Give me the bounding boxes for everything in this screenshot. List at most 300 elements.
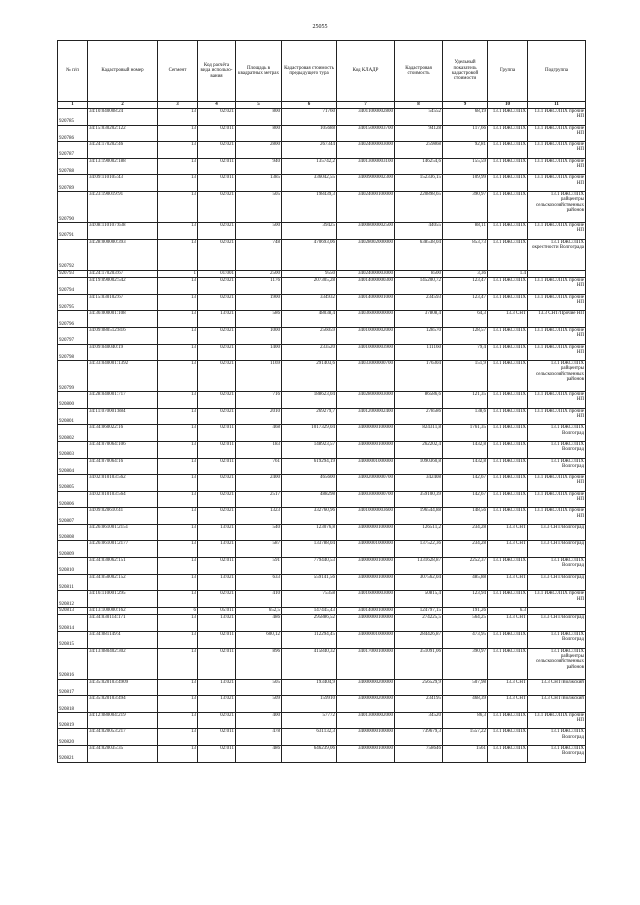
table-cell: 13.1 ИЖС/ЛПХ прочие НП <box>528 392 586 409</box>
table-cell: 920804 <box>58 458 88 475</box>
table-cell: 415840,32 <box>282 648 337 679</box>
table-cell: 853,73 <box>443 239 488 270</box>
table-cell: 359100,39 <box>395 491 443 508</box>
table-cell: 34013000002000 <box>337 712 395 729</box>
table-cell: 920809 <box>58 541 88 558</box>
table-cell: 34:35:020103:4909 <box>88 679 158 696</box>
table-cell: 02:021 <box>198 239 236 270</box>
table-cell: 13 <box>158 632 198 649</box>
table-cell: 334932 <box>282 294 337 311</box>
table-cell: 13 <box>158 441 198 458</box>
table-cell: 269279,7 <box>282 408 337 425</box>
table-cell: 152336,15 <box>395 175 443 192</box>
table-cell: 34000000100000 <box>337 441 395 458</box>
table-cell: 1 <box>158 270 198 278</box>
table-cell: 485,88 <box>443 574 488 591</box>
table-cell: 13 <box>158 648 198 679</box>
table-cell: 13.1 ИЖС/ЛПХ прочие НП <box>528 222 586 239</box>
table-cell: 13 <box>158 425 198 442</box>
table-cell: 400 <box>236 712 282 729</box>
table-cell: 13.1 ИЖС/ЛПХ <box>488 392 528 409</box>
table-cell: 193404,9 <box>282 679 337 696</box>
table-cell: 105688 <box>282 125 337 142</box>
table-cell: 591 <box>236 558 282 575</box>
table-cell: 13 <box>158 278 198 295</box>
table-cell: 920815 <box>58 632 88 649</box>
table-cell: 34:16:110001:295 <box>88 591 158 608</box>
table-cell: 88,11 <box>443 222 488 239</box>
table-cell: 2252,37 <box>443 558 488 575</box>
table-row <box>58 294 586 311</box>
table-row <box>58 508 586 525</box>
table-cell: 13 <box>158 541 198 558</box>
table-cell: 13.1 ИЖС/ЛПХ прочие НП <box>528 109 586 126</box>
table-cell: 02:021 <box>198 278 236 295</box>
table-cell: 13.1 ИЖС/ЛПХ <box>488 175 528 192</box>
table-cell: 02:021 <box>198 327 236 344</box>
table-cell: 2010 <box>236 408 282 425</box>
table-cell: 196544,88 <box>395 508 443 525</box>
table-cell: 34:19:090002:542 <box>88 278 158 295</box>
table-cell: 564,25 <box>443 615 488 632</box>
column-number: 9 <box>443 102 488 109</box>
table-cell: 284426,87 <box>395 632 443 649</box>
table-cell: 259868 <box>395 142 443 159</box>
table-cell: 34520 <box>395 712 443 729</box>
table-cell: 34:02:010103:562 <box>88 475 158 492</box>
table-cell: 13.3 СНТ <box>488 541 528 558</box>
table-cell: 13 <box>158 191 198 222</box>
table-cell: 234,28 <box>443 541 488 558</box>
table-cell: 13:021 <box>198 311 236 328</box>
table-cell: 34012000002400 <box>337 408 395 425</box>
table-cell: 117,66 <box>443 125 488 142</box>
table-cell: 779440,53 <box>282 558 337 575</box>
table-cell: 13.1 ИЖС/ЛПХ <box>488 729 528 746</box>
table-cell: 920812 <box>58 591 88 608</box>
table-cell: 34:36:000001:108 <box>88 311 158 328</box>
column-number: 3 <box>158 102 198 109</box>
table-cell: 336042,55 <box>282 175 337 192</box>
table-row <box>58 239 586 270</box>
table-cell: 638538,04 <box>395 239 443 270</box>
table-cell: 13.1 ИЖС/ЛПХ <box>488 125 528 142</box>
table-row <box>58 311 586 328</box>
table-cell: 13.3 СНТ <box>488 615 528 632</box>
table-cell: 02:021 <box>198 591 236 608</box>
table-cell: 111160 <box>395 344 443 361</box>
table-cell: 34000000100000 <box>337 558 395 575</box>
table-cell: 13.1 ИЖС/ЛПХ прочие НП <box>528 475 586 492</box>
table-cell: 34:12:080004:219 <box>88 712 158 729</box>
table-cell: 13 <box>158 491 198 508</box>
table-cell: 128,57 <box>443 327 488 344</box>
table-cell: 02:021 <box>198 508 236 525</box>
table-cell: 34024000003000 <box>337 270 395 278</box>
table-cell: 13.1 ИЖС/ЛПХ <box>488 458 528 475</box>
table-cell: 509 <box>236 696 282 713</box>
table-cell: 34:13:190002:188 <box>88 158 158 175</box>
table-row <box>58 491 586 508</box>
table-cell: 13.1 ИЖС/ЛПХ <box>488 632 528 649</box>
column-header: Сегмент <box>158 41 198 102</box>
table-cell: 02:011 <box>198 125 236 142</box>
table-cell: 13.3 СНТ <box>488 311 528 328</box>
table-cell: 13.1 ИЖС/ЛПХ <box>488 158 528 175</box>
table-cell: 390,97 <box>443 648 488 679</box>
table-cell: 13.3 СНТ/Волгоград <box>528 574 586 591</box>
table-cell: 13 <box>158 615 198 632</box>
table-cell: 2500 <box>236 270 282 278</box>
table-cell: 920794 <box>58 278 88 295</box>
table-cell: 13.1 ИЖС/ЛПХ <box>488 408 528 425</box>
table-cell: 34:13:100000:162 <box>88 607 158 615</box>
table-cell: 34024000100000 <box>337 191 395 222</box>
table-cell: 13.3 СНТ/Волгоград <box>528 615 586 632</box>
column-number: 8 <box>395 102 443 109</box>
table-cell: 2517 <box>236 491 282 508</box>
table-row <box>58 524 586 541</box>
table-cell: 34:24:170203:67 <box>88 270 158 278</box>
table-cell: 920799 <box>58 361 88 392</box>
table-cell: 34028002000000 <box>337 239 395 270</box>
table-cell: 1323 <box>236 508 282 525</box>
table-cell: 13.1 ИЖС/ЛПХ <box>488 591 528 608</box>
table-cell: 920796 <box>58 311 88 328</box>
table-row <box>58 327 586 344</box>
table-cell: 1169 <box>236 361 282 392</box>
table-cell: 13.1 ИЖС/ЛПХ райцентры сельскохозяйственных районов <box>528 361 586 392</box>
table-cell: 34:24:170202:46 <box>88 142 158 159</box>
table-cell: 1761,35 <box>443 425 488 442</box>
table-cell: 34:13:080402:302 <box>88 648 158 679</box>
table-cell: 142,67 <box>443 475 488 492</box>
table-cell: 274225,5 <box>395 615 443 632</box>
table-cell: 34:33:040001:1392 <box>88 361 158 392</box>
table-cell: 13 <box>158 679 198 696</box>
table-cell: 13.1 ИЖС/ЛПХ прочие НП <box>528 408 586 425</box>
table-row <box>58 392 586 409</box>
table-cell: 1176 <box>236 278 282 295</box>
table-cell: 920786 <box>58 125 88 142</box>
table-cell: 13.1 ИЖС/ЛПХ <box>488 294 528 311</box>
table-cell: 586 <box>236 311 282 328</box>
table-cell: 2800 <box>236 142 282 159</box>
table-cell: 465600 <box>282 475 337 492</box>
table-cell: 920810 <box>58 558 88 575</box>
table-cell: 34000001000000 <box>337 541 395 558</box>
table-cell: 02:011 <box>198 175 236 192</box>
table-cell: 256529,9 <box>395 679 443 696</box>
table-cell: 137522,36 <box>395 541 443 558</box>
table-cell: 02:011 <box>198 441 236 458</box>
table-cell: 920803 <box>58 441 88 458</box>
table-cell: 920789 <box>58 175 88 192</box>
table-cell: 6 <box>158 607 198 615</box>
table-cell: 920795 <box>58 294 88 311</box>
table-row <box>58 278 586 295</box>
table-cell: 34010000002000 <box>337 327 395 344</box>
table-cell: 34036000000000 <box>337 311 395 328</box>
table-cell: 291403,6 <box>282 361 337 392</box>
table-cell: 473,95 <box>443 632 488 649</box>
table-cell: 13.1 ИЖС/ЛПХ прочие НП <box>528 294 586 311</box>
table-cell: 112294,45 <box>282 632 337 649</box>
table-cell: 13:021 <box>198 696 236 713</box>
table-cell: 3,36 <box>443 270 488 278</box>
table-cell: 13.1 ИЖС/ЛПХ прочие НП <box>528 712 586 729</box>
table-row <box>58 729 586 746</box>
table-cell: 1561 <box>443 746 488 763</box>
table-cell: 37808,4 <box>395 311 443 328</box>
table-cell: 02:021 <box>198 408 236 425</box>
table-row <box>58 648 586 679</box>
table-cell: 159910 <box>282 696 337 713</box>
table-cell: 34:34:070064:16 <box>88 458 158 475</box>
table-row <box>58 109 586 126</box>
table-cell: 02:011 <box>198 632 236 649</box>
table-cell: 13.1 ИЖС/ЛПХ прочие НП <box>528 142 586 159</box>
table-cell: 13.1 ИЖС/ЛПХ <box>488 648 528 679</box>
column-number: 1 <box>58 102 88 109</box>
table-row <box>58 441 586 458</box>
table-cell: 13.3 СНТ/Прочие НП <box>528 311 586 328</box>
table-cell: 34:15:030202:122 <box>88 125 158 142</box>
table-cell: 920806 <box>58 491 88 508</box>
table-cell: 34:02:010103:564 <box>88 491 158 508</box>
table-cell: 800 <box>236 125 282 142</box>
table-cell: 505 <box>236 679 282 696</box>
table-cell: 13:021 <box>198 541 236 558</box>
table-cell: 79,4 <box>443 344 488 361</box>
table-cell: 34:34:060022:16 <box>88 425 158 442</box>
table-cell: 34014000001000 <box>337 294 395 311</box>
table-cell: 256059 <box>282 327 337 344</box>
table-cell: 34:34:020035:35 <box>88 746 158 763</box>
table-cell: 34013000003100 <box>337 158 395 175</box>
column-header: Кадастровый номер <box>88 41 158 102</box>
table-cell: 468,39 <box>443 696 488 713</box>
table-cell: 233520 <box>282 344 337 361</box>
table-row <box>58 361 586 392</box>
table-cell <box>528 270 586 278</box>
table-cell: 13 <box>158 696 198 713</box>
table-cell: 34033000000700 <box>337 361 395 392</box>
column-number: 11 <box>528 102 586 109</box>
table-cell: 34002000000700 <box>337 475 395 492</box>
table-cell: 13.1 ИЖС/ЛПХ Волгоград <box>528 746 586 763</box>
table-cell: 02:021 <box>198 191 236 222</box>
table-cell: 13.3 СНТ/Волжский <box>528 679 586 696</box>
table-cell: 267344 <box>282 142 337 159</box>
table-cell: 198439,3 <box>282 191 337 222</box>
column-header: Кадастровая стоимость предыдущего тура <box>282 41 337 102</box>
table-cell: 920791 <box>58 222 88 239</box>
table-cell: 2400 <box>236 475 282 492</box>
table-cell: 128570 <box>395 327 443 344</box>
table-cell: 191,26 <box>443 607 488 615</box>
table-cell: 34010000003600 <box>337 508 395 525</box>
table-cell: 13 <box>158 175 198 192</box>
table-cell: 500 <box>236 222 282 239</box>
table-cell: 13.1 ИЖС/ЛПХ прочие НП <box>528 175 586 192</box>
table-cell: 13.1 ИЖС/ЛПХ <box>488 508 528 525</box>
table-row <box>58 746 586 763</box>
table-cell: 123,94 <box>443 591 488 608</box>
table-cell: 13.1 ИЖС/ЛПХ <box>488 361 528 392</box>
table-cell: 34028000003000 <box>337 392 395 409</box>
table-cell: 02:011 <box>198 648 236 679</box>
table-cell: 8500 <box>395 270 443 278</box>
table-cell: 02:021 <box>198 361 236 392</box>
table-row <box>58 158 586 175</box>
table-cell: 920808 <box>58 524 88 541</box>
table-cell: 13.1 ИЖС/ЛПХ прочие НП <box>528 491 586 508</box>
table-row <box>58 712 586 729</box>
table-cell: 920790 <box>58 191 88 222</box>
table-cell: 13.1 ИЖС/ЛПХ <box>488 491 528 508</box>
table-cell: 148,56 <box>443 508 488 525</box>
table-cell: 13.1 ИЖС/ЛПХ Волгоград <box>528 458 586 475</box>
table-cell: 126511,2 <box>395 524 443 541</box>
table-cell: 920811 <box>58 574 88 591</box>
table-cell: 138,6 <box>443 408 488 425</box>
table-cell: 13.1 ИЖС/ЛПХ <box>488 712 528 729</box>
table-cell: 151,9 <box>443 361 488 392</box>
table-cell: 75358 <box>282 591 337 608</box>
table-cell: 34015000003700 <box>337 125 395 142</box>
table-cell: 34000000200000 <box>337 679 395 696</box>
table-cell: 13 <box>158 294 198 311</box>
table-cell: 34:34:050002:152 <box>88 574 158 591</box>
table-row <box>58 270 586 278</box>
table-cell: 13.1 ИЖС/ЛПХ <box>488 142 528 159</box>
table-cell: 34024000003000 <box>337 142 395 159</box>
table-cell: 486 <box>236 746 282 763</box>
table-cell: 13.1 ИЖС/ЛПХ Волгоград <box>528 558 586 575</box>
table-cell: 34:34:020053:217 <box>88 729 158 746</box>
table-cell: 02:021 <box>198 294 236 311</box>
table-cell: 342408 <box>395 475 443 492</box>
table-cell: 34:34:030114:171 <box>88 615 158 632</box>
table-cell: 50815,4 <box>395 591 443 608</box>
table-row <box>58 408 586 425</box>
table-cell: 507,98 <box>443 679 488 696</box>
column-number: 4 <box>198 102 236 109</box>
table-row <box>58 344 586 361</box>
table-cell: 800 <box>236 109 282 126</box>
column-header: Кадастровая стоимость <box>395 41 443 102</box>
table-cell: 34:09:080512:816 <box>88 327 158 344</box>
table-cell: 34:26:061001:2151 <box>88 524 158 541</box>
table-cell: 13.1 ИЖС/ЛПХ прочие НП <box>528 327 586 344</box>
table-cell: 92,81 <box>443 142 488 159</box>
table-cell: 13.1 ИЖС/ЛПХ <box>488 109 528 126</box>
table-cell: 920798 <box>58 344 88 361</box>
table-cell: 34000000100000 <box>337 425 395 442</box>
table-cell: 220898,65 <box>395 191 443 222</box>
table-cell: 02:021 <box>198 712 236 729</box>
table-cell: 13.1 ИЖС/ЛПХ <box>488 441 528 458</box>
table-row <box>58 142 586 159</box>
table-cell: 68,19 <box>443 109 488 126</box>
table-cell: 1385 <box>236 175 282 192</box>
table-cell: 02:021 <box>198 344 236 361</box>
table-cell: 13 <box>158 158 198 175</box>
column-number: 10 <box>488 102 528 109</box>
table-cell: 34014000000300 <box>337 278 395 295</box>
table-cell: 13 <box>158 574 198 591</box>
column-number-row <box>58 102 586 109</box>
table-cell: 13.1 ИЖС/ЛПХ прочие НП <box>528 278 586 295</box>
table-cell: 234593 <box>395 294 443 311</box>
table-cell: 13.1 ИЖС/ЛПХ прочие НП <box>528 158 586 175</box>
table-cell: 13 <box>158 392 198 409</box>
table-cell: 468 <box>236 425 282 442</box>
table-cell: 488298 <box>282 491 337 508</box>
table-cell: 351091,06 <box>395 648 443 679</box>
table-cell: 920800 <box>58 392 88 409</box>
table-cell: 34:23:190019:91 <box>88 191 158 222</box>
table-cell: 307562,04 <box>395 574 443 591</box>
column-header: № п/п <box>58 41 88 102</box>
table-cell: 716 <box>236 392 282 409</box>
column-number: 5 <box>236 102 282 109</box>
table-cell: 34:35:020103:494 <box>88 696 158 713</box>
table-cell: 1000 <box>236 327 282 344</box>
table-cell: 34003000000700 <box>337 491 395 508</box>
table-cell: 02:011 <box>198 458 236 475</box>
table-cell: 02:011 <box>198 746 236 763</box>
table-row <box>58 222 586 239</box>
table-cell: 13 <box>158 524 198 541</box>
table-cell: 1432,8 <box>443 441 488 458</box>
table-cell: 02:011 <box>198 425 236 442</box>
table-cell: 410 <box>236 591 282 608</box>
table-cell: 147445,43 <box>282 607 337 615</box>
table-cell: 920797 <box>58 327 88 344</box>
table-cell: 34017000100000 <box>337 648 395 679</box>
table-cell: 13 <box>158 508 198 525</box>
table-cell: 940 <box>236 158 282 175</box>
column-header: Код расчёта вида использо-вания <box>198 41 236 102</box>
table-cell: 13.1 ИЖС/ЛПХ Волгоград <box>528 441 586 458</box>
table-cell: 652,5 <box>236 607 282 615</box>
table-cell: 920820 <box>58 729 88 746</box>
table-cell: 739679,3 <box>395 729 443 746</box>
table-cell: 9550 <box>282 270 337 278</box>
table-cell: 109,99 <box>443 175 488 192</box>
column-number: 2 <box>88 102 158 109</box>
table-cell: 920802 <box>58 425 88 442</box>
table-cell: 71760 <box>282 109 337 126</box>
table-cell: 02:011 <box>198 729 236 746</box>
table-cell: 34000000100000 <box>337 615 395 632</box>
table-cell: 13.1 ИЖС/ЛПХ <box>488 191 528 222</box>
table-cell: 57772 <box>282 712 337 729</box>
table-cell: 54552 <box>395 109 443 126</box>
table-row <box>58 125 586 142</box>
table-cell: 145200,72 <box>395 278 443 295</box>
table-cell: 02:011 <box>198 558 236 575</box>
table-cell: 123,47 <box>443 294 488 311</box>
table-cell: 02:021 <box>198 392 236 409</box>
table-row <box>58 615 586 632</box>
table-cell <box>528 607 586 615</box>
table-cell: 13.3 СНТ <box>488 696 528 713</box>
table-cell: 34:09:020610:41 <box>88 508 158 525</box>
table-cell: 02:021 <box>198 491 236 508</box>
